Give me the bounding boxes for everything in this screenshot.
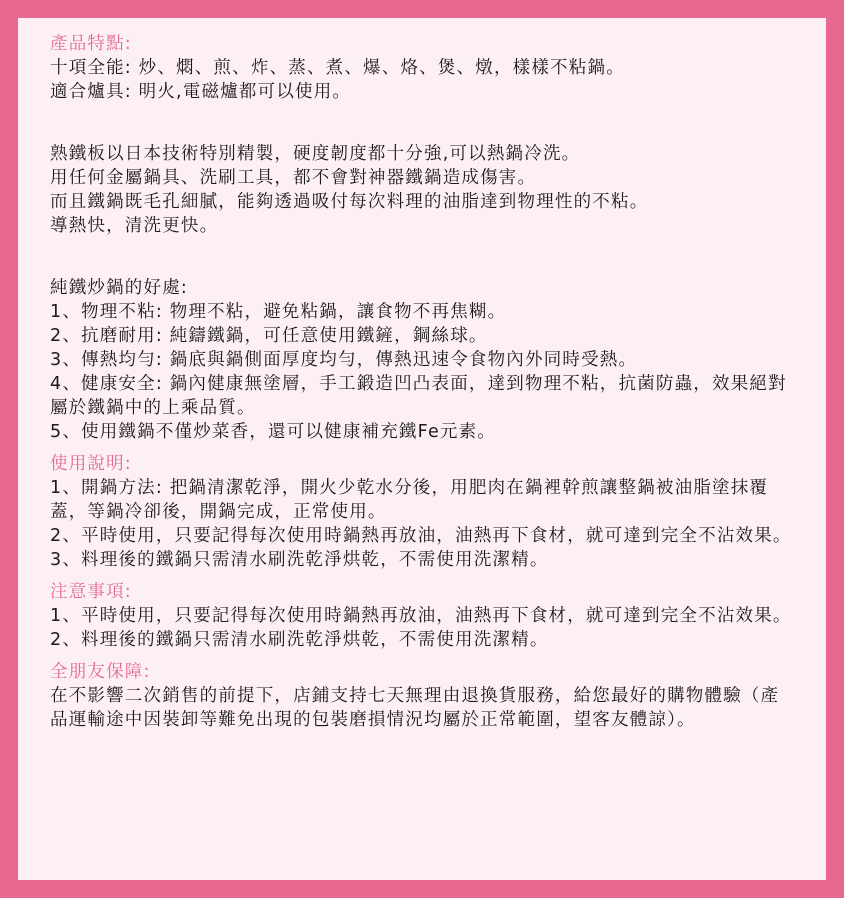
benefits-item: 3、傳熱均勻: 鍋底與鍋側面厚度均勻，傳熱迅速令食物內外同時受熱。 bbox=[50, 350, 638, 370]
material-line: 熟鐵板以日本技術特別精製，硬度韌度都十分強,可以熱鍋冷洗。 bbox=[50, 144, 581, 164]
benefits-item: 4、健康安全: 鍋內健康無塗層，手工鍛造凹凸表面，達到物理不粘，抗菌防蟲，效果絕對屬於鐵鍋中的上乘品質。 bbox=[50, 374, 787, 418]
features-line: 適合爐具: 明火,電磁爐都可以使用。 bbox=[50, 82, 352, 102]
notes-item: 1、平時使用，只要記得每次使用時鍋熱再放油，油熱再下食材，就可達到完全不沾效果。 bbox=[50, 606, 792, 626]
spacer bbox=[50, 652, 810, 660]
usage-item: 3、料理後的鐵鍋只需清水刷洗乾淨烘乾，不需使用洗潔精。 bbox=[50, 550, 549, 570]
spacer bbox=[50, 104, 810, 142]
material-line: 而且鐵鍋既毛孔細膩，能夠透過吸付每次料理的油脂達到物理性的不粘。 bbox=[50, 192, 649, 212]
warranty-text: 在不影響二次銷售的前提下，店鋪支持七天無理由退換貨服務，給您最好的購物體驗（產品運輸途中因裝卸等難免出現的包裝磨損情況均屬於正常範圍，望客友體諒）。 bbox=[50, 686, 780, 730]
material-line: 用任何金屬鍋具、洗刷工具，都不會對神器鐵鍋造成傷害。 bbox=[50, 168, 537, 188]
benefits-heading: 純鐵炒鍋的好處: bbox=[50, 278, 188, 298]
features-heading: 產品特點: bbox=[50, 34, 132, 54]
spacer bbox=[50, 572, 810, 580]
product-description-panel bbox=[18, 18, 826, 880]
benefits-item: 1、物理不粘: 物理不粘，避免粘鍋，讓食物不再焦糊。 bbox=[50, 302, 507, 322]
spacer bbox=[50, 444, 810, 452]
features-line: 十項全能: 炒、燜、煎、炸、蒸、煮、爆、烙、煲、燉，樣樣不粘鍋。 bbox=[50, 58, 625, 78]
usage-item: 2、平時使用，只要記得每次使用時鍋熱再放油，油熱再下食材，就可達到完全不沾效果。 bbox=[50, 526, 792, 546]
material-line: 導熱快，清洗更快。 bbox=[50, 216, 219, 236]
warranty-heading: 全朋友保障: bbox=[50, 662, 151, 682]
notes-item: 2、料理後的鐵鍋只需清水刷洗乾淨烘乾，不需使用洗潔精。 bbox=[50, 630, 549, 650]
benefits-item: 2、抗磨耐用: 純鑄鐵鍋，可任意使用鐵鏟，鋼絲球。 bbox=[50, 326, 488, 346]
usage-item: 1、開鍋方法: 把鍋清潔乾淨，開火少乾水分後，用肥肉在鍋裡幹煎讓整鍋被油脂塗抹覆蓋，等鍋冷卻後，開鍋完成，正常使用。 bbox=[50, 478, 769, 522]
notes-heading: 注意事項: bbox=[50, 582, 132, 602]
benefits-item: 5、使用鐵鍋不僅炒菜香，還可以健康補充鐵Fe元素。 bbox=[50, 422, 497, 442]
spacer bbox=[50, 238, 810, 276]
usage-heading: 使用說明: bbox=[50, 454, 132, 474]
